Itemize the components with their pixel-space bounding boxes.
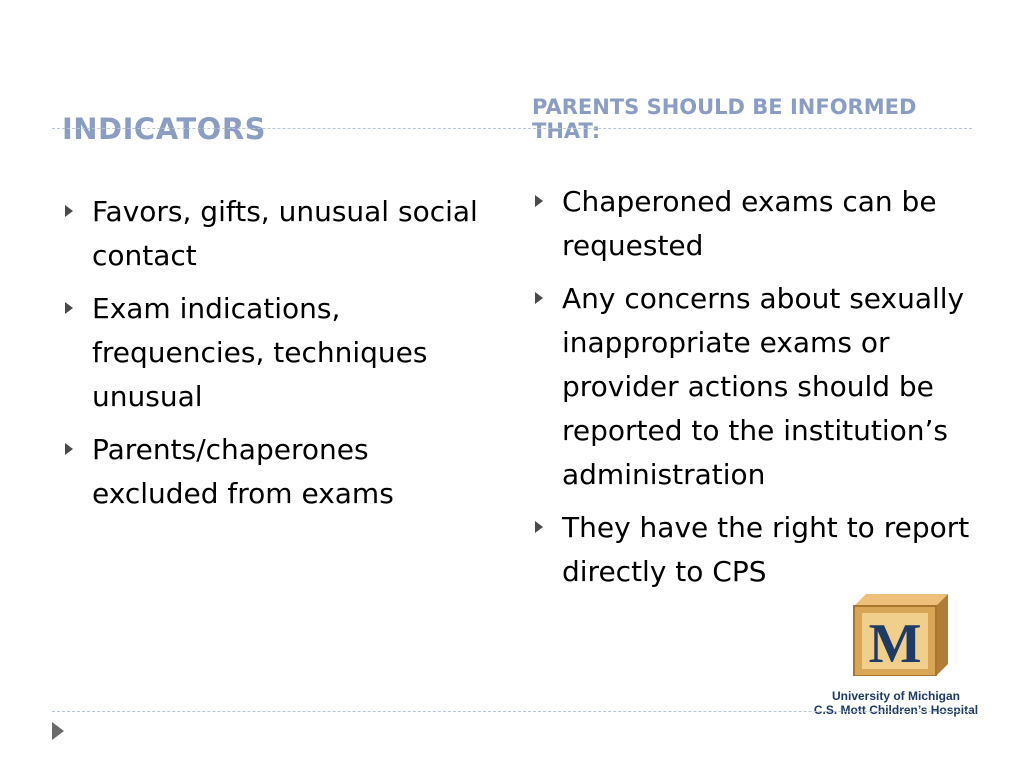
triangle-bullet-icon bbox=[535, 521, 543, 533]
list-item-text: Favors, gifts, unusual social contact bbox=[92, 195, 478, 272]
logo-line-university: University of Michigan bbox=[831, 689, 961, 703]
indicators-list bbox=[62, 190, 492, 525]
list-item-text: They have the right to report directly to CPS bbox=[562, 511, 970, 588]
list-item bbox=[62, 287, 492, 419]
triangle-bullet-icon bbox=[535, 292, 543, 304]
right-column-heading: PARENTS SHOULD BE INFORMED THAT: bbox=[532, 95, 917, 143]
list-item-text: Parents/chaperones excluded from exams bbox=[92, 433, 394, 510]
list-item bbox=[532, 277, 977, 497]
next-slide-arrow-icon[interactable] bbox=[52, 722, 64, 740]
list-item-text: Exam indications, frequencies, techniques unusual bbox=[92, 292, 428, 413]
list-item bbox=[62, 190, 492, 278]
list-item bbox=[532, 506, 977, 594]
left-column-heading: INDICATORS bbox=[62, 112, 267, 146]
list-item bbox=[62, 428, 492, 516]
list-item-text: Any concerns about sexually inappropriate exams or provider actions should be reported to the institution’s administration bbox=[562, 282, 965, 491]
top-divider bbox=[52, 128, 972, 129]
block-m-logo-icon bbox=[850, 592, 950, 676]
parents-informed-list bbox=[532, 180, 977, 603]
block-letter: M bbox=[868, 613, 922, 675]
triangle-bullet-icon bbox=[65, 205, 73, 217]
list-item-text: Chaperoned exams can be requested bbox=[562, 185, 937, 262]
triangle-bullet-icon bbox=[535, 195, 543, 207]
bottom-divider bbox=[52, 711, 972, 712]
list-item bbox=[532, 180, 977, 268]
triangle-bullet-icon bbox=[65, 302, 73, 314]
logo-caption bbox=[810, 689, 982, 717]
triangle-bullet-icon bbox=[65, 443, 73, 455]
logo-line-hospital: C.S. Mott Children’s Hospital bbox=[813, 703, 979, 717]
